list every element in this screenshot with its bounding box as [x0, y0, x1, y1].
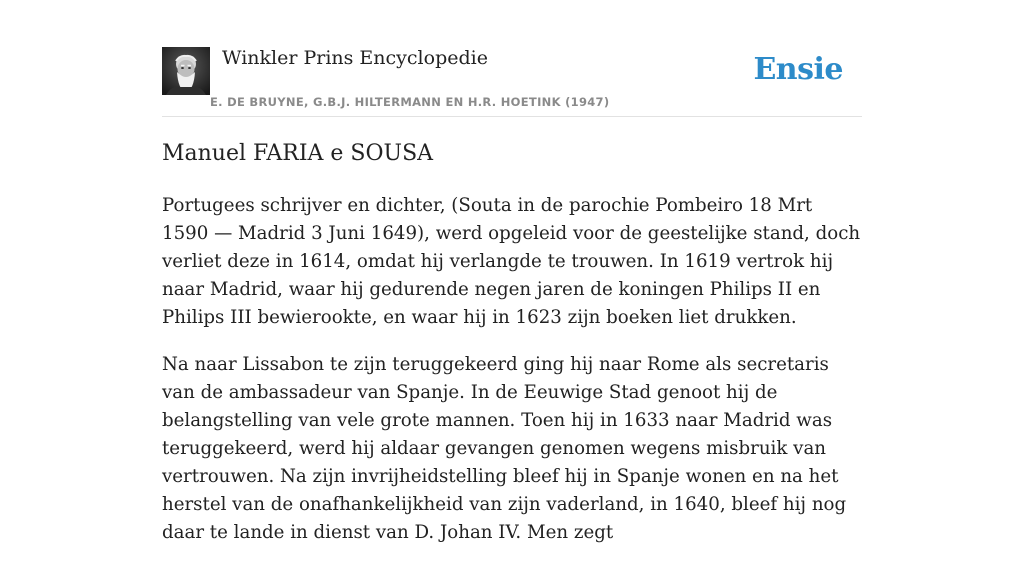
article-body: [162, 192, 862, 566]
article-paragraph: Na naar Lissabon te zijn teruggekeerd ging hij naar Rome als secretaris van de ambassadeur van Spanje. In de Eeuwige Stad genoot hij de belangstelling van vele grote mannen. Toen hij in 1633 naar Madrid was teruggekeerd, werd hij aldaar gevangen genomen wegens misbruik van vertrouwen. Na zijn invrijheidstelling bleef hij in Spanje wonen en na het herstel van de onafhankelijkheid van zijn vaderland, in 1640, bleef hij nog daar te lande in dienst van D. Johan IV. Men zegt: [162, 354, 847, 543]
author-avatar: [162, 47, 210, 95]
article-title: Manuel FARIA e SOUSA: [162, 141, 434, 166]
ensie-logo-link[interactable]: Ensie: [753, 52, 843, 87]
article-paragraph: Portugees schrijver en dichter, (Souta in de parochie Pombeiro 18 Mrt 1590 — Madrid 3 Juni 1649), werd opgeleid voor de geestelijke stand, doch verliet deze in 1614, omdat hij verlangde te trouwen. In 1619 vertrok hij naar Madrid, waar hij gedurende negen jaren de koningen Philips II en Philips III bewierookte, en waar hij in 1623 zijn boeken liet drukken.: [162, 195, 861, 328]
author-portrait-icon: [162, 47, 210, 95]
source-title[interactable]: Winkler Prins Encyclopedie: [222, 47, 488, 69]
source-authors: E. DE BRUYNE, G.B.J. HILTERMANN EN H.R. HOETINK (1947): [210, 95, 610, 109]
source-header: [162, 46, 862, 117]
